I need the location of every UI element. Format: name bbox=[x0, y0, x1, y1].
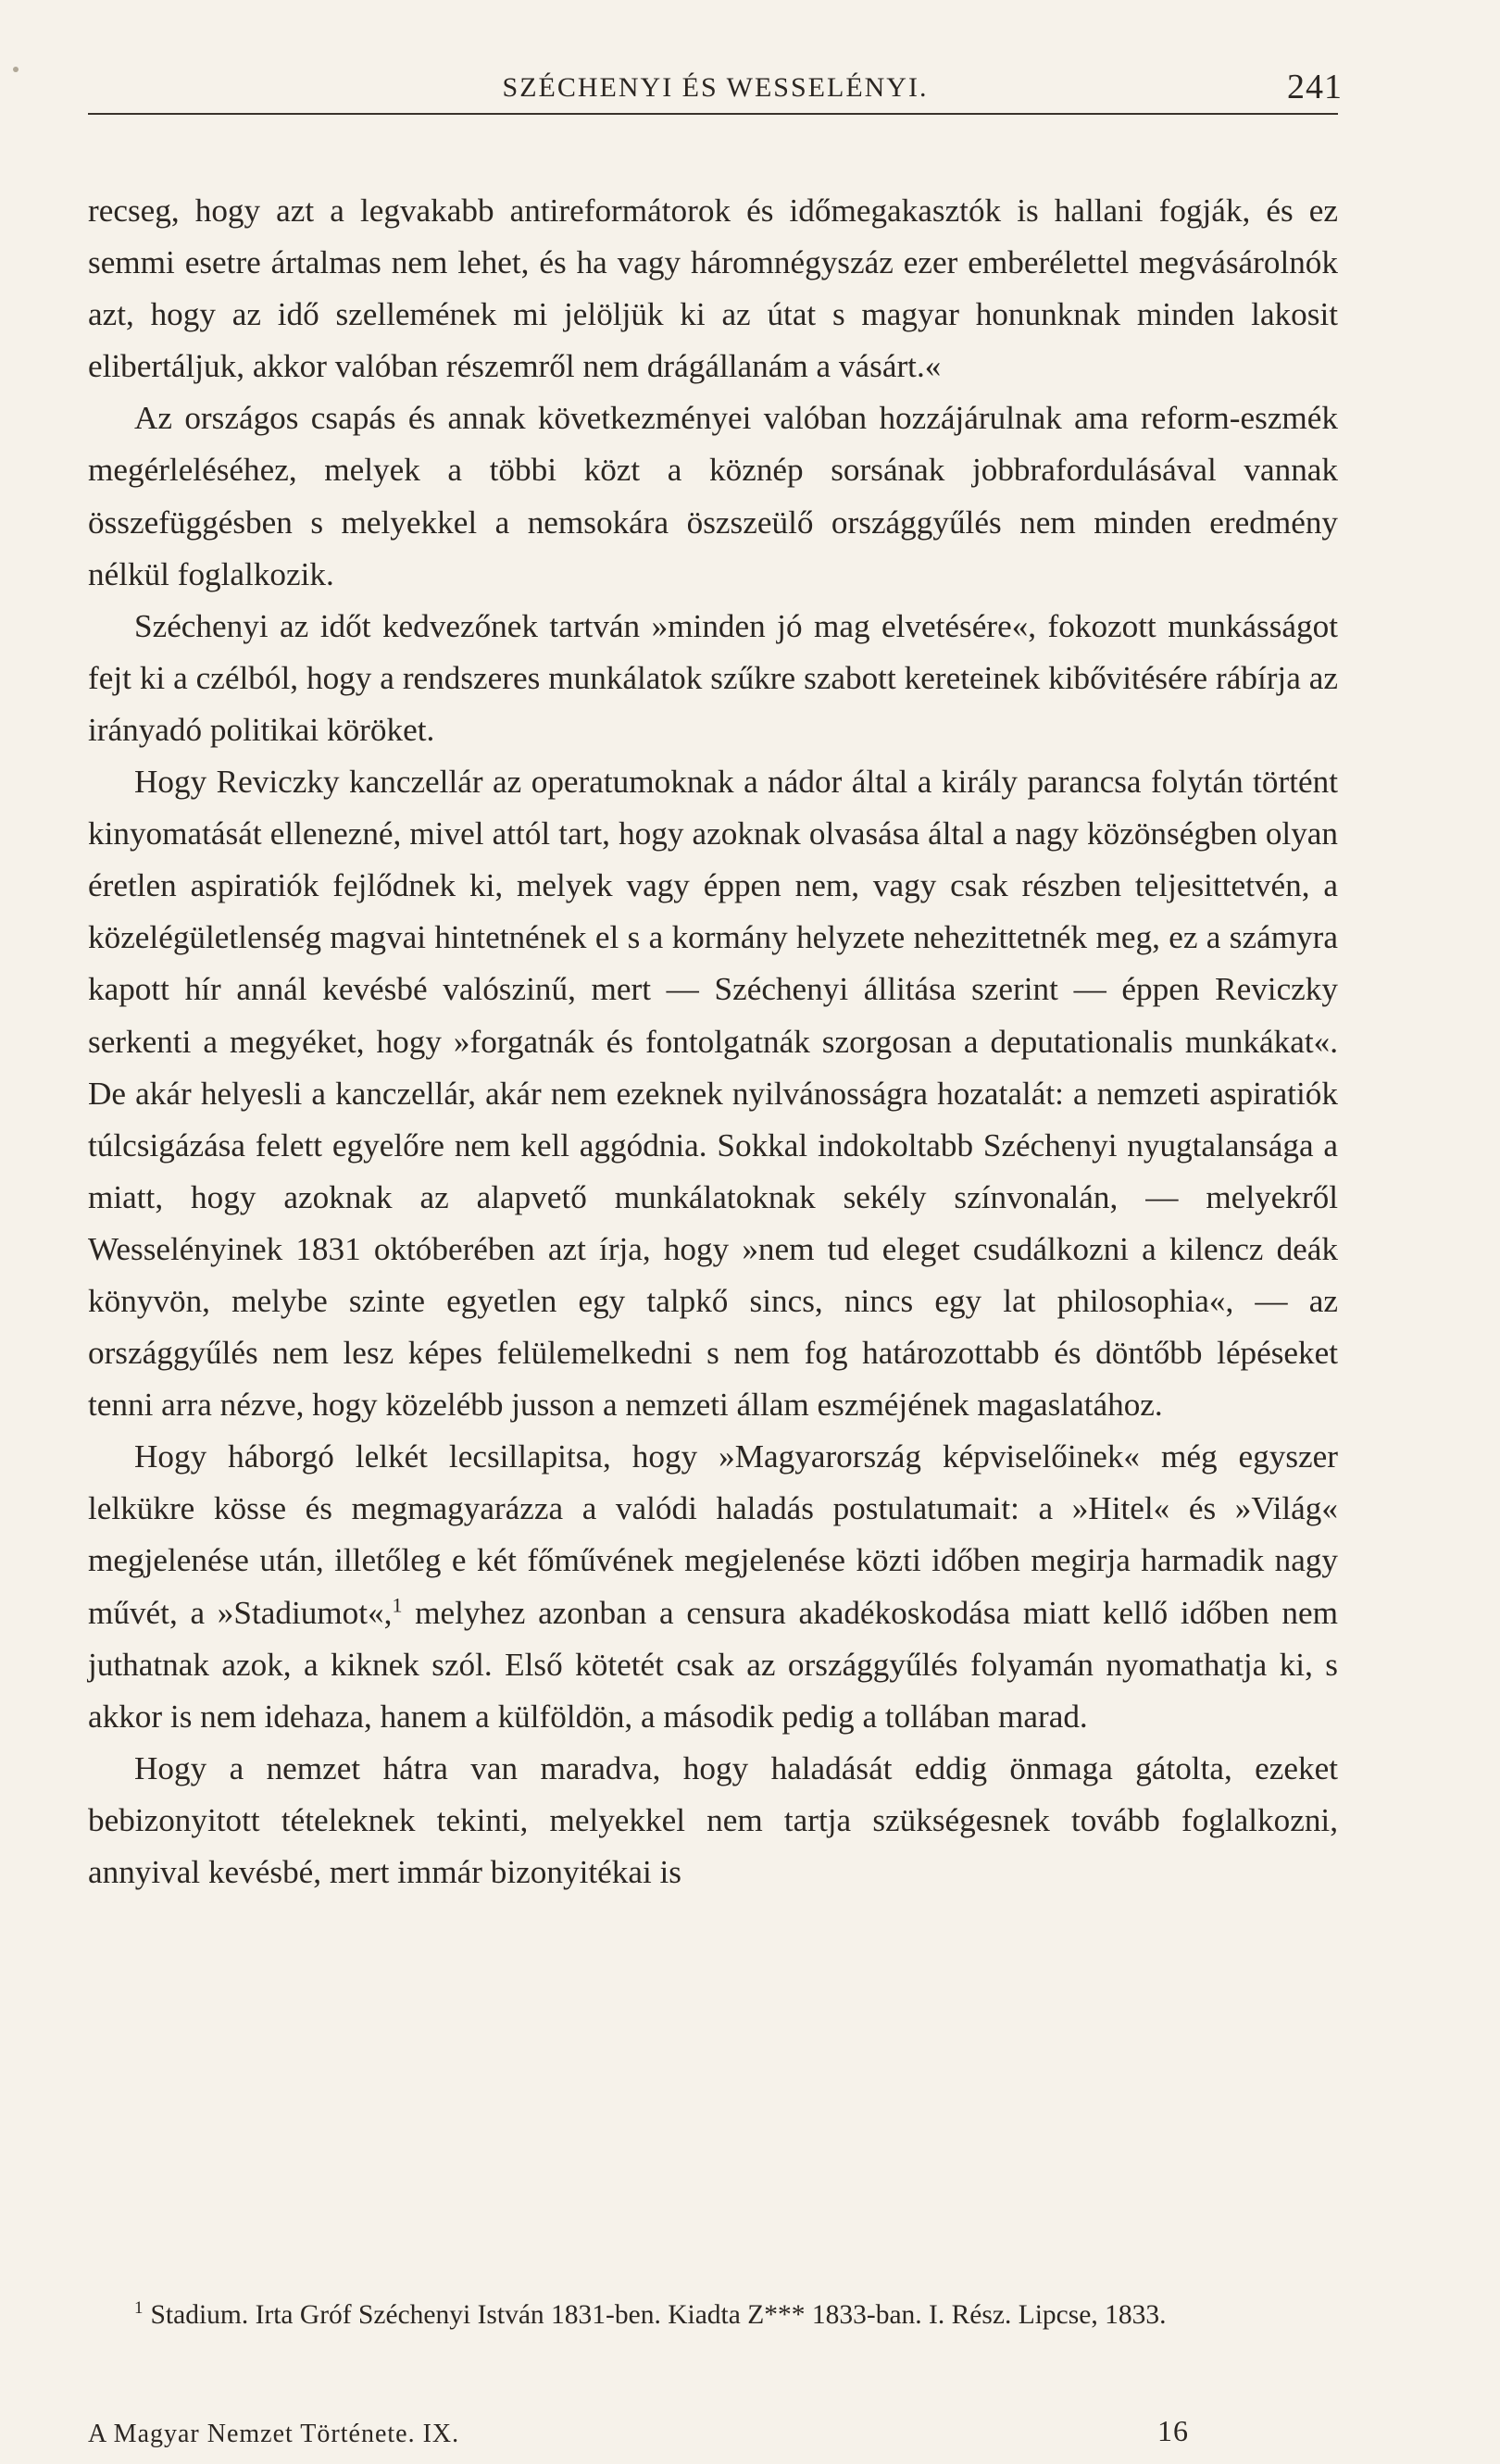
paragraph: Hogy a nemzet hátra van maradva, hogy haladását eddig önmaga gátolta, ezeket bebizonyitott tételeknek tekinti, melyekkel nem tartja szükségesnek tovább foglalkozni, annyival kevésbé, mert immár bizonyitékai is bbox=[88, 1749, 1338, 1890]
running-title: SZÉCHENYI ÉS WESSELÉNYI. bbox=[502, 72, 929, 103]
footnote-marker: 1 bbox=[134, 2298, 144, 2319]
paragraph: Az országos csapás és annak következményei valóban hozzájárulnak ama reform-eszmék megérleléséhez, melyek a többi közt a köznép sorsának jobbrafordulásával vannak összefüggésben s melyekkel a nemsokára öszszeülő országgyűlés nem minden eredmény nélkül foglalkozik. bbox=[88, 400, 1338, 592]
page-number: 241 bbox=[1287, 68, 1343, 106]
paragraph-text: Hogy háborgó lelkét lecsillapitsa, hogy »Magyarország képviselőinek« még egyszer lelkükre kösse és megmagyarázza a valódi haladás postulatumait: a »Hitel« és »Világ« megjelenése után, illetőleg e két főművének megjelenése közti időben megirja harmadik nagy művét, a »Stadiumot«, bbox=[88, 1438, 1338, 1631]
header-rule bbox=[88, 113, 1338, 115]
footnote bbox=[88, 2293, 1338, 2338]
footnotes bbox=[88, 2293, 1338, 2338]
paragraph: Hogy Reviczky kanczellár az operatumoknak a nádor által a király parancsa folytán történt kinyomatását ellenezné, mivel attól tart, hogy azoknak olvasása által a nagy közönségben olyan éretlen aspiratiók fejlődnek ki, melyek vagy éppen nem, vagy csak részben teljesittetvén, a közelégületlenség magvai hintetnének el s a kormány helyzete nehezittetnék meg, ez a számyra kapott hír annál kevésbé valószinű, mert — Széchenyi állitása szerint — éppen Reviczky serkenti a megyéket, hogy »forgatnák és fontolgatnák szorgosan a deputationalis munkákat«. De akár helyesli a kanczellár, akár nem ezeknek nyilvánosságra hozatalát: a nemzeti aspiratiók túlcsigázása felett egyelőre nem kell aggódnia. Sokkal indokoltabb Széchenyi nyugtalansága a miatt, hogy azoknak az alapvető munkálatoknak sekély színvonalán, — melyekről Wesselényinek 1831 októberében azt írja, hogy »nem tud eleget csudálkozni a kilencz deák könyvön, melybe szinte egyetlen egy talpkő sincs, nincs egy lat philosophia«, — az országgyűlés nem lesz képes felülemelkedni s nem fog határozottabb és döntőbb lépéseket tenni arra nézve, hogy közelébb jusson a nemzeti állam eszméjének magaslatához. bbox=[88, 764, 1338, 1424]
signature-line bbox=[88, 2414, 1338, 2460]
footnote-text: Stadium. Irta Gróf Széchenyi István 1831-ben. Kiadta Z*** 1833-ban. I. Rész. Lipcse, 1833. bbox=[150, 2300, 1167, 2330]
running-head bbox=[88, 67, 1343, 113]
signature-title: A Magyar Nemzet Története. IX. bbox=[88, 2420, 460, 2448]
main-text bbox=[88, 185, 1338, 1898]
paragraph: recseg, hogy azt a legvakabb antireformátorok és időmegakasztók is hallani fogják, és ez semmi esetre ártalmas nem lehet, és ha vagy háromnégyszáz ezer emberélettel megvásárolnók azt, hogy az idő szellemének mi jelöljük ki az útat s magyar honunknak minden lakosit elibertáljuk, akkor valóban részemről nem drágállanám a vásárt.« bbox=[88, 193, 1338, 385]
margin-dot bbox=[13, 67, 19, 72]
footnote-reference[interactable]: 1 bbox=[392, 1592, 403, 1616]
paragraph: Széchenyi az időt kedvezőnek tartván »minden jó mag elvetésére«, fokozott munkásságot fejt ki a czélból, hogy a rendszeres munkálatok szűkre szabott kereteinek kibővitésére rábírja az irányadó politikai köröket. bbox=[88, 607, 1338, 748]
paragraph-with-footnote-ref bbox=[88, 1431, 1338, 1743]
signature-mark: 16 bbox=[1157, 2414, 1189, 2447]
paragraph-text-continued: melyhez azonban a censura akadékoskodása miatt kellő időben nem juthatnak azok, a kiknek szól. Első kötetét csak az országgyűlés folyamán nyomathatja ki, s akkor is nem idehaza, hanem a külföldön, a második pedig a tollában marad. bbox=[88, 1594, 1338, 1735]
